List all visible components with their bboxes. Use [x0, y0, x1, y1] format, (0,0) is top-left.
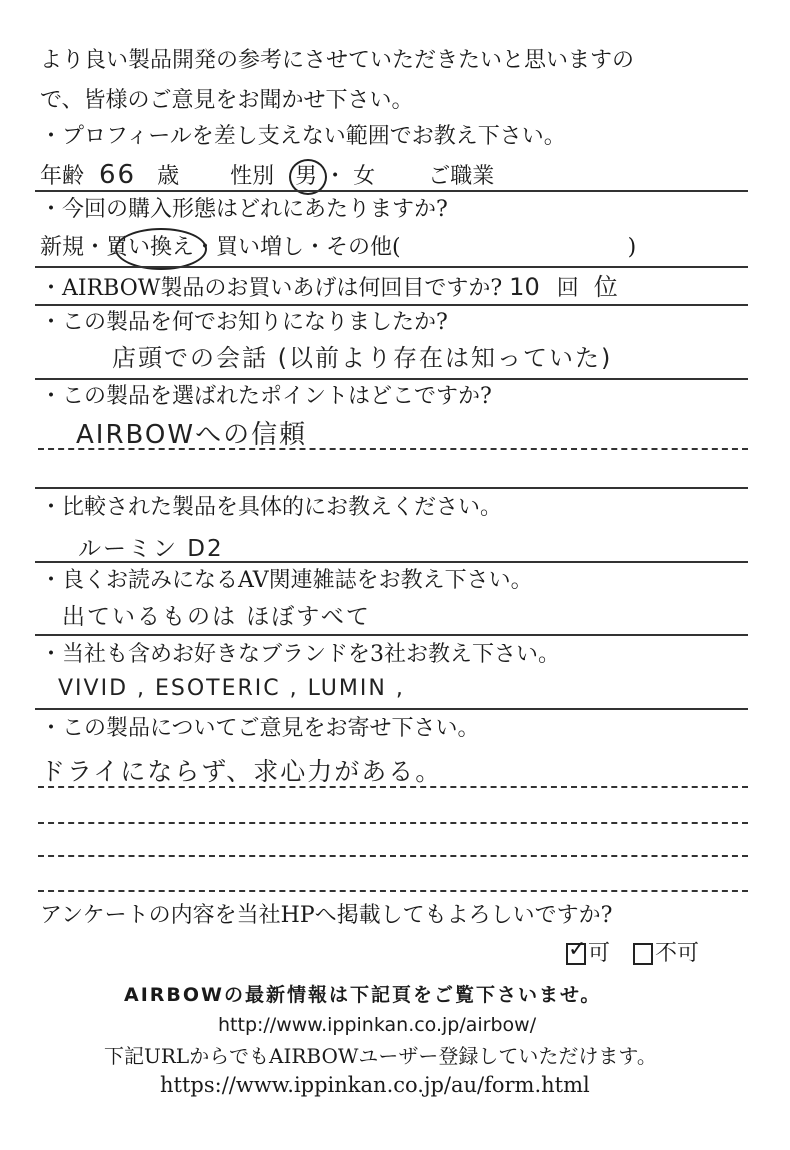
age-label: 年齢: [40, 164, 85, 189]
opinion-answer: ドライにならず、求心力がある。: [40, 757, 443, 786]
footer-url-2[interactable]: https://www.ippinkan.co.jp/au/form.html: [160, 1073, 590, 1097]
divider: [35, 266, 748, 268]
consent-options: [566, 937, 700, 967]
footer-register: 下記URLからでもAIRBOWユーザー登録していただけます。: [104, 1044, 657, 1068]
purchase-count-answer: 10: [509, 273, 540, 301]
source-question: ・この製品を何でお知りになりましたか?: [40, 310, 448, 335]
divider: [35, 190, 748, 192]
age-unit: 歳: [157, 164, 180, 189]
purchase-count-suffix: 位: [593, 273, 620, 301]
magazines-question: ・良くお読みになるAV関連雑誌をお教え下さい。: [40, 568, 533, 593]
dashed-line: [38, 786, 748, 788]
brands-question: ・当社も含めお好きなブランドを3社お教え下さい。: [40, 642, 560, 667]
dashed-line: [38, 448, 748, 450]
intro-line-2: で、皆様のご意見をお聞かせ下さい。: [40, 88, 414, 113]
opinion-question: ・この製品についてご意見をお寄せ下さい。: [40, 716, 480, 741]
purchase-type-close-paren: ): [627, 235, 637, 260]
intro-line-1: より良い製品開発の参考にさせていただきたいと思いますの: [40, 48, 635, 73]
profile-question: ・プロフィールを差し支えない範囲でお教え下さい。: [40, 124, 566, 149]
source-answer: 店頭での会話 (以前より存在は知っていた): [112, 344, 613, 372]
compared-answer: ルーミン D2: [78, 536, 224, 562]
footer-url-1[interactable]: http://www.ippinkan.co.jp/airbow/: [218, 1014, 537, 1036]
selection-point-question: ・この製品を選ばれたポイントはどこですか?: [40, 384, 492, 409]
purchase-count-question: ・AIRBOW製品のお買いあげは何回目ですか?: [40, 276, 503, 301]
age-value: 66: [99, 160, 137, 190]
purchase-count-unit: 回: [556, 276, 579, 301]
compared-question: ・比較された製品を具体的にお教えください。: [40, 495, 503, 520]
consent-no-label: 不可: [655, 941, 700, 966]
footer-info: AIRBOWの最新情報は下記頁をご覧下さいませ。: [124, 984, 602, 1006]
magazines-answer: 出ているものは ほぼすべて: [62, 604, 371, 630]
purchase-type-selected-circle: [115, 228, 207, 270]
consent-yes-checkbox[interactable]: [566, 937, 587, 965]
divider: [35, 634, 748, 636]
divider: [35, 708, 748, 710]
dashed-line: [38, 890, 748, 892]
purchase-type-question: ・今回の購入形態はどれにあたりますか?: [40, 197, 448, 222]
dashed-line: [38, 855, 748, 857]
occupation-label: ご職業: [428, 164, 495, 189]
dashed-line: [38, 822, 748, 824]
check-icon: ✓: [568, 937, 587, 962]
purchase-count-row: [40, 273, 620, 302]
gender-label: 性別: [230, 164, 275, 189]
gender-sep: ・: [324, 164, 347, 189]
divider: [35, 378, 748, 380]
divider: [35, 487, 748, 489]
consent-no-checkbox[interactable]: [633, 943, 653, 965]
brands-answer: VIVID , ESOTERIC , LUMIN ,: [58, 676, 405, 701]
divider: [35, 561, 748, 563]
selection-point-answer: AIRBOWへの信頼: [76, 420, 308, 450]
profile-row: [40, 160, 494, 191]
purchase-type-options-text: 新規・買い換え・買い増し・その他(: [40, 235, 401, 260]
consent-yes-label: 可: [588, 941, 611, 966]
gender-male: [295, 164, 324, 189]
gender-male-label: 男: [295, 164, 318, 189]
consent-question: アンケートの内容を当社HPへ掲載してもよろしいですか?: [40, 903, 613, 928]
divider: [35, 304, 748, 306]
gender-female: 女: [353, 164, 376, 189]
